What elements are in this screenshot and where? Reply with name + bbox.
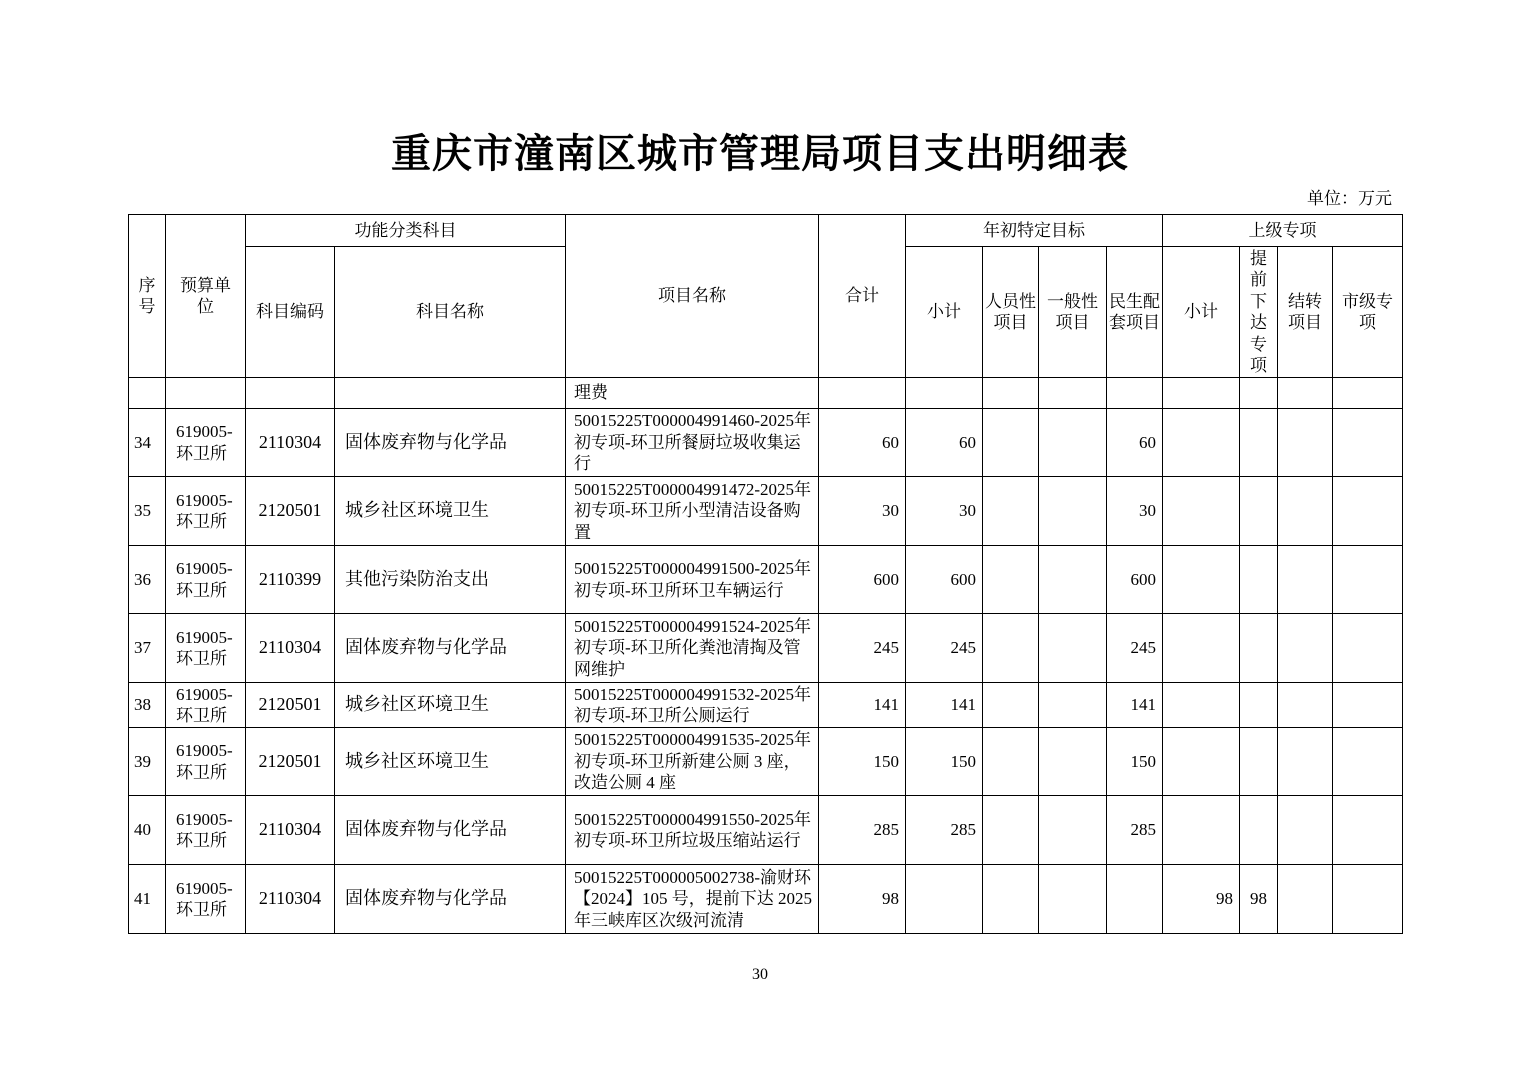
cell-sp-city — [1333, 796, 1403, 865]
header-sp-subtotal: 小计 — [1163, 247, 1240, 378]
header-ys-general: 一般性项目 — [1039, 247, 1107, 378]
header-seq: 序号 — [129, 215, 166, 378]
cell-project-name: 理费 — [566, 378, 819, 409]
cell-total: 245 — [819, 614, 906, 683]
cell-sp-carryover — [1278, 728, 1333, 796]
cell-sp-subtotal — [1163, 409, 1240, 477]
cell-budget-unit: 619005-环卫所 — [166, 409, 246, 477]
cell-seq: 41 — [129, 865, 166, 934]
cell-ys-general — [1039, 546, 1107, 614]
cell-subject-code: 2110304 — [246, 865, 335, 934]
cell-ys-livelihood: 285 — [1107, 796, 1163, 865]
cell-ys-livelihood: 60 — [1107, 409, 1163, 477]
cell-budget-unit: 619005-环卫所 — [166, 683, 246, 728]
cell-sp-city — [1333, 614, 1403, 683]
table-row — [129, 683, 1403, 728]
cell-sp-subtotal — [1163, 683, 1240, 728]
cell-empty — [1107, 378, 1163, 409]
cell-seq: 40 — [129, 796, 166, 865]
cell-sp-subtotal — [1163, 614, 1240, 683]
table-row — [129, 614, 1403, 683]
cell-ys-personnel — [983, 477, 1039, 546]
cell-ys-livelihood: 141 — [1107, 683, 1163, 728]
cell-ys-livelihood: 150 — [1107, 728, 1163, 796]
header-project-name: 项目名称 — [566, 215, 819, 378]
cell-total: 98 — [819, 865, 906, 934]
cell-project-name: 50015225T000005002738-渝财环【2024】105 号，提前下达 2025 年三峡库区次级河流清 — [566, 865, 819, 934]
cell-ys-livelihood: 600 — [1107, 546, 1163, 614]
header-subject-name: 科目名称 — [335, 247, 566, 378]
cell-subject-code: 2120501 — [246, 728, 335, 796]
cell-sp-city — [1333, 683, 1403, 728]
cell-subject-code: 2110399 — [246, 546, 335, 614]
table-row — [129, 865, 1403, 934]
cell-sp-subtotal — [1163, 477, 1240, 546]
header-budget-unit: 预算单位 — [166, 215, 246, 378]
cell-ys-personnel — [983, 683, 1039, 728]
cell-total: 150 — [819, 728, 906, 796]
cell-seq: 35 — [129, 477, 166, 546]
cell-seq: 39 — [129, 728, 166, 796]
cell-sp-carryover — [1278, 409, 1333, 477]
cell-subject-name: 城乡社区环境卫生 — [335, 683, 566, 728]
cell-ys-personnel — [983, 865, 1039, 934]
cell-empty — [246, 378, 335, 409]
cell-sp-carryover — [1278, 865, 1333, 934]
cell-sp-subtotal — [1163, 728, 1240, 796]
cell-sp-advance — [1240, 477, 1278, 546]
cell-ys-livelihood — [1107, 865, 1163, 934]
cell-ys-general — [1039, 683, 1107, 728]
cell-empty — [819, 378, 906, 409]
page-number: 30 — [752, 966, 768, 983]
cell-empty — [1333, 378, 1403, 409]
cell-budget-unit: 619005-环卫所 — [166, 796, 246, 865]
cell-budget-unit: 619005-环卫所 — [166, 546, 246, 614]
cell-ys-subtotal: 245 — [906, 614, 983, 683]
cell-subject-name: 城乡社区环境卫生 — [335, 477, 566, 546]
cell-subject-name: 固体废弃物与化学品 — [335, 865, 566, 934]
cell-total: 60 — [819, 409, 906, 477]
cell-project-name: 50015225T000004991472-2025年初专项-环卫所小型清洁设备购置 — [566, 477, 819, 546]
header-function-category: 功能分类科目 — [246, 215, 566, 247]
cell-subject-code: 2110304 — [246, 614, 335, 683]
cell-subject-name: 固体废弃物与化学品 — [335, 796, 566, 865]
table-row — [129, 796, 1403, 865]
cell-seq: 38 — [129, 683, 166, 728]
cell-budget-unit: 619005-环卫所 — [166, 865, 246, 934]
cell-ys-subtotal — [906, 865, 983, 934]
cell-seq: 36 — [129, 546, 166, 614]
cell-subject-code: 2110304 — [246, 409, 335, 477]
cell-ys-subtotal: 600 — [906, 546, 983, 614]
table-row — [129, 728, 1403, 796]
cell-budget-unit: 619005-环卫所 — [166, 614, 246, 683]
header-ys-personnel: 人员性项目 — [983, 247, 1039, 378]
cell-project-name: 50015225T000004991500-2025年初专项-环卫所环卫车辆运行 — [566, 546, 819, 614]
cell-subject-code: 2110304 — [246, 796, 335, 865]
cell-ys-personnel — [983, 796, 1039, 865]
cell-sp-advance — [1240, 409, 1278, 477]
cell-ys-livelihood: 30 — [1107, 477, 1163, 546]
cell-ys-personnel — [983, 728, 1039, 796]
cell-empty — [983, 378, 1039, 409]
cell-project-name: 50015225T000004991535-2025年初专项-环卫所新建公厕 3 座，改造公厕 4 座 — [566, 728, 819, 796]
header-total: 合计 — [819, 215, 906, 378]
cell-budget-unit: 619005-环卫所 — [166, 477, 246, 546]
cell-ys-general — [1039, 728, 1107, 796]
cell-total: 30 — [819, 477, 906, 546]
cell-sp-advance — [1240, 546, 1278, 614]
cell-ys-subtotal: 30 — [906, 477, 983, 546]
cell-sp-carryover — [1278, 477, 1333, 546]
cell-ys-personnel — [983, 409, 1039, 477]
page-title: 重庆市潼南区城市管理局项目支出明细表 — [391, 130, 1129, 177]
cell-ys-subtotal: 150 — [906, 728, 983, 796]
cell-project-name: 50015225T000004991532-2025年初专项-环卫所公厕运行 — [566, 683, 819, 728]
cell-seq: 34 — [129, 409, 166, 477]
cell-subject-code: 2120501 — [246, 683, 335, 728]
cell-total: 600 — [819, 546, 906, 614]
cell-seq: 37 — [129, 614, 166, 683]
header-ys-subtotal: 小计 — [906, 247, 983, 378]
cell-subject-name: 其他污染防治支出 — [335, 546, 566, 614]
cell-total: 141 — [819, 683, 906, 728]
cell-sp-carryover — [1278, 796, 1333, 865]
expenditure-table — [128, 214, 1403, 934]
cell-subject-name: 固体废弃物与化学品 — [335, 409, 566, 477]
cell-sp-advance — [1240, 614, 1278, 683]
cell-sp-city — [1333, 865, 1403, 934]
table-row — [129, 409, 1403, 477]
cell-sp-subtotal — [1163, 546, 1240, 614]
cell-ys-general — [1039, 865, 1107, 934]
cell-sp-city — [1333, 546, 1403, 614]
header-sp-city: 市级专项 — [1333, 247, 1403, 378]
cell-empty — [1163, 378, 1240, 409]
cell-ys-personnel — [983, 614, 1039, 683]
cell-sp-city — [1333, 477, 1403, 546]
cell-sp-carryover — [1278, 683, 1333, 728]
cell-ys-subtotal: 285 — [906, 796, 983, 865]
cell-ys-general — [1039, 614, 1107, 683]
table-row — [129, 477, 1403, 546]
unit-label: 单位：万元 — [1307, 189, 1392, 208]
cell-subject-name: 固体废弃物与化学品 — [335, 614, 566, 683]
header-superior-special: 上级专项 — [1163, 215, 1403, 247]
cell-sp-advance: 98 — [1240, 865, 1278, 934]
header-sp-carryover: 结转项目 — [1278, 247, 1333, 378]
cell-sp-advance — [1240, 728, 1278, 796]
cell-sp-subtotal: 98 — [1163, 865, 1240, 934]
cell-empty — [1039, 378, 1107, 409]
cell-sp-city — [1333, 409, 1403, 477]
cell-ys-general — [1039, 796, 1107, 865]
cell-budget-unit: 619005-环卫所 — [166, 728, 246, 796]
cell-empty — [1240, 378, 1278, 409]
continuation-row — [129, 378, 1403, 409]
cell-subject-code: 2120501 — [246, 477, 335, 546]
table-row — [129, 546, 1403, 614]
cell-sp-subtotal — [1163, 796, 1240, 865]
cell-project-name: 50015225T000004991550-2025年初专项-环卫所垃圾压缩站运行 — [566, 796, 819, 865]
cell-sp-city — [1333, 728, 1403, 796]
cell-sp-advance — [1240, 796, 1278, 865]
cell-empty — [129, 378, 166, 409]
cell-ys-subtotal: 60 — [906, 409, 983, 477]
cell-empty — [166, 378, 246, 409]
cell-sp-carryover — [1278, 546, 1333, 614]
cell-ys-subtotal: 141 — [906, 683, 983, 728]
cell-empty — [906, 378, 983, 409]
cell-subject-name: 城乡社区环境卫生 — [335, 728, 566, 796]
cell-project-name: 50015225T000004991524-2025年初专项-环卫所化粪池清掏及管网维护 — [566, 614, 819, 683]
cell-empty — [1278, 378, 1333, 409]
cell-ys-general — [1039, 477, 1107, 546]
header-subject-code: 科目编码 — [246, 247, 335, 378]
header-sp-advance: 提前下达专项 — [1240, 247, 1278, 378]
cell-empty — [335, 378, 566, 409]
header-ys-livelihood: 民生配套项目 — [1107, 247, 1163, 378]
cell-total: 285 — [819, 796, 906, 865]
cell-project-name: 50015225T000004991460-2025年初专项-环卫所餐厨垃圾收集运行 — [566, 409, 819, 477]
cell-sp-carryover — [1278, 614, 1333, 683]
cell-ys-personnel — [983, 546, 1039, 614]
cell-ys-general — [1039, 409, 1107, 477]
cell-ys-livelihood: 245 — [1107, 614, 1163, 683]
header-year-start-targets: 年初特定目标 — [906, 215, 1163, 247]
cell-sp-advance — [1240, 683, 1278, 728]
